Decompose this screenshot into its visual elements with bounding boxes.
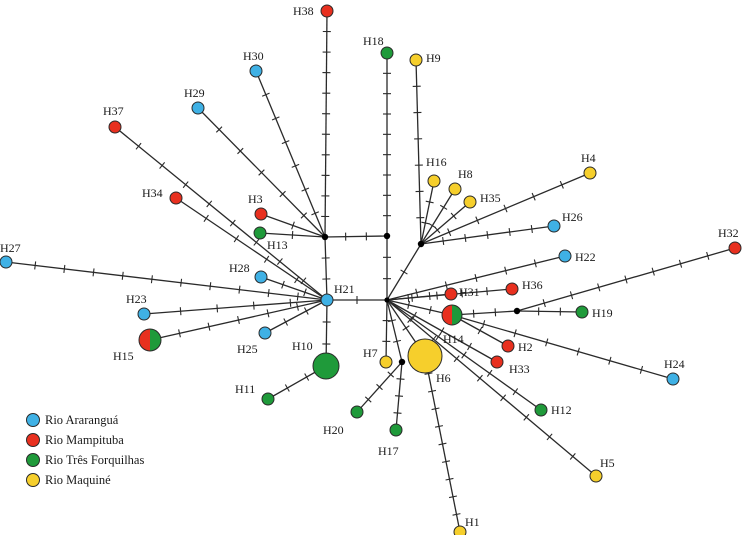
haplotype-circle: [380, 356, 392, 368]
haplotype-label-h21: H21: [334, 282, 355, 296]
mutation-tick: [151, 275, 152, 283]
legend-swatch-icon: [26, 433, 40, 447]
haplotype-label-h24: H24: [664, 357, 685, 371]
legend-item-araranguá: [26, 410, 144, 430]
mutation-tick: [513, 388, 518, 395]
mutation-tick: [428, 390, 436, 392]
mutation-tick: [442, 461, 450, 463]
mutation-tick: [93, 268, 94, 276]
haplotype-circle: [192, 102, 204, 114]
mutation-tick: [239, 286, 240, 294]
haplotype-label-h19: H19: [592, 306, 613, 320]
haplotype-circle: [559, 250, 571, 262]
mutation-tick: [509, 228, 510, 236]
legend-swatch-icon: [26, 413, 40, 427]
mutation-tick: [264, 256, 268, 263]
mutation-tick: [487, 370, 492, 377]
haplotype-label-h14: H14: [443, 332, 464, 346]
legend: [26, 410, 144, 490]
haplotype-label-h2: H2: [518, 340, 533, 354]
haplotype-circle: [506, 283, 518, 295]
haplotype-circle: [254, 227, 266, 239]
haplotype-label-h38: H38: [293, 4, 314, 18]
mutation-tick: [35, 261, 36, 269]
mutation-tick: [180, 307, 181, 315]
haplotype-node-h13: [254, 227, 266, 239]
mutation-tick: [181, 279, 182, 287]
haplotype-circle: [410, 54, 422, 66]
mutation-tick: [394, 413, 402, 414]
haplotype-circle: [464, 196, 476, 208]
mutation-tick: [395, 396, 403, 397]
haplotype-circle: [170, 192, 182, 204]
legend-item-tres-forquilhas: [26, 450, 144, 470]
mutation-tick: [487, 231, 488, 239]
haplotype-label-h33: H33: [509, 362, 530, 376]
haplotype-label-h5: H5: [600, 456, 615, 470]
haplotype-slice: [452, 305, 462, 325]
haplotype-node-h6: [408, 339, 442, 373]
edge-h21-h25: [265, 300, 327, 333]
haplotype-circle: [667, 373, 679, 385]
mutation-tick: [253, 302, 254, 310]
haplotype-circle: [590, 470, 602, 482]
haplotype-node-h11: [262, 393, 274, 405]
haplotype-label-h25: H25: [237, 342, 258, 356]
haplotype-node-h26: [548, 220, 560, 232]
haplotype-label-h23: H23: [126, 292, 147, 306]
haplotype-circle: [255, 271, 267, 283]
haplotype-circle: [138, 308, 150, 320]
haplotype-label-h28: H28: [229, 261, 250, 275]
haplotype-slice: [442, 305, 452, 325]
haplotype-node-h29: [192, 102, 204, 114]
mutation-tick: [403, 326, 410, 330]
haplotype-label-h1: H1: [465, 515, 480, 529]
haplotype-label-h27: H27: [0, 241, 21, 255]
haplotype-node-h23: [138, 308, 150, 320]
haplotype-node-h34: [170, 192, 182, 204]
mutation-tick: [435, 426, 443, 428]
haplotype-node-h21: [321, 294, 333, 306]
mutation-tick: [234, 235, 238, 242]
haplotype-label-h18: H18: [363, 34, 384, 48]
haplotype-circle: [445, 288, 457, 300]
mutation-tick: [210, 282, 211, 290]
haplotype-node-h4: [584, 167, 596, 179]
mutation-tick: [487, 287, 488, 295]
haplotype-circle: [408, 339, 442, 373]
haplotype-label-h32: H32: [718, 226, 739, 240]
haplotype-node-h36: [506, 283, 518, 295]
mutation-tick: [443, 237, 444, 245]
haplotype-circle: [390, 424, 402, 436]
mutation-tick: [531, 225, 532, 233]
mutation-tick: [439, 443, 447, 445]
edge-h21-mv1: [325, 237, 327, 300]
mutation-tick: [449, 496, 457, 498]
legend-label: Rio Três Forquilhas: [45, 452, 145, 467]
haplotype-label-h37: H37: [103, 104, 124, 118]
haplotype-label-h29: H29: [184, 86, 205, 100]
haplotype-node-h8: [449, 183, 461, 195]
mutation-tick: [478, 327, 482, 334]
haplotype-circle: [428, 175, 440, 187]
haplotype-node-h38: [321, 5, 333, 17]
haplotype-circle: [576, 306, 588, 318]
haplotype-node-h12: [535, 404, 547, 416]
mutation-tick: [401, 270, 408, 274]
mutation-tick: [217, 304, 218, 312]
median-vector-node: [399, 359, 405, 365]
mutation-tick: [285, 385, 289, 392]
median-vector-node: [418, 241, 424, 247]
legend-item-maquine: [26, 470, 144, 490]
haplotype-label-h6: H6: [436, 371, 451, 385]
haplotype-node-h7: [380, 356, 392, 368]
haplotype-label-h11: H11: [235, 382, 256, 396]
median-vector-node: [322, 234, 328, 240]
mutation-tick: [453, 514, 461, 516]
haplotype-slice: [139, 329, 150, 351]
haplotype-circle: [729, 242, 741, 254]
haplotype-node-h37: [109, 121, 121, 133]
edge-mv1-h38: [325, 11, 327, 237]
mutation-tick: [305, 374, 309, 381]
haplotype-circle: [491, 356, 503, 368]
haplotype-node-h9: [410, 54, 422, 66]
mutation-tick: [440, 205, 447, 209]
mutation-tick: [465, 234, 466, 242]
haplotype-label-h4: H4: [581, 151, 596, 165]
haplotype-circle: [321, 294, 333, 306]
edge-h21-h23: [144, 300, 327, 314]
edge-mv1-mv2: [325, 236, 387, 237]
haplotype-label-h9: H9: [426, 51, 441, 65]
haplotype-circle: [535, 404, 547, 416]
legend-label: Rio Maquiné: [45, 472, 111, 487]
haplotype-circle: [250, 65, 262, 77]
mutation-tick: [268, 289, 269, 297]
haplotype-node-h27: [0, 256, 12, 268]
edge-mv4-h19: [517, 311, 582, 312]
haplotype-label-h16: H16: [426, 155, 447, 169]
haplotype-node-h2: [502, 340, 514, 352]
haplotype-node-h24: [667, 373, 679, 385]
mutation-tick: [204, 215, 208, 222]
haplotype-node-h17: [390, 424, 402, 436]
legend-swatch-icon: [26, 473, 40, 487]
mutation-tick: [462, 352, 467, 359]
haplotype-circle: [262, 393, 274, 405]
haplotype-node-h15: [139, 329, 161, 351]
haplotype-circle: [502, 340, 514, 352]
haplotype-node-h5: [590, 470, 602, 482]
haplotype-node-h28: [255, 271, 267, 283]
legend-label: Rio Araranguá: [45, 412, 119, 427]
edge-h21-h37: [115, 127, 327, 300]
haplotype-label-h36: H36: [522, 278, 543, 292]
haplotype-label-h35: H35: [480, 191, 501, 205]
haplotype-node-h30: [250, 65, 262, 77]
haplotype-label-h20: H20: [323, 423, 344, 437]
haplotype-label-h26: H26: [562, 210, 583, 224]
haplotype-label-h15: H15: [113, 349, 134, 363]
haplotype-label-h7: H7: [363, 346, 378, 360]
mutation-tick: [468, 343, 472, 350]
median-vector-node: [384, 297, 389, 302]
mutation-tick: [122, 272, 123, 280]
edge-c-h7: [386, 300, 387, 362]
haplotype-label-h17: H17: [378, 444, 399, 458]
haplotype-label-h13: H13: [267, 238, 288, 252]
mutation-tick: [437, 292, 438, 300]
haplotype-node-h14: [442, 305, 462, 325]
haplotype-circle: [449, 183, 461, 195]
haplotype-node-h31: [445, 288, 457, 300]
legend-label: Rio Mampituba: [45, 432, 124, 447]
haplotype-node-h3: [255, 208, 267, 220]
haplotype-circle: [109, 121, 121, 133]
mutation-tick: [64, 265, 65, 273]
haplotype-node-h22: [559, 250, 571, 262]
haplotype-node-h25: [259, 327, 271, 339]
mutation-tick: [297, 293, 298, 301]
haplotype-circle: [381, 47, 393, 59]
mutation-tick: [412, 294, 413, 302]
mutation-tick: [397, 379, 405, 380]
mutation-tick: [436, 333, 441, 340]
haplotype-node-h35: [464, 196, 476, 208]
haplotype-circle: [321, 5, 333, 17]
haplotype-circle: [548, 220, 560, 232]
haplotype-circle: [351, 406, 363, 418]
haplotype-node-h32: [729, 242, 741, 254]
haplotype-label-h10: H10: [292, 339, 313, 353]
haplotype-circle: [313, 353, 339, 379]
legend-item-mampituba: [26, 430, 144, 450]
haplotype-node-h10: [313, 353, 339, 379]
haplotype-slice: [150, 329, 161, 351]
mutation-tick: [290, 299, 291, 307]
haplotype-node-h16: [428, 175, 440, 187]
haplotype-label-h12: H12: [551, 403, 572, 417]
edge-mv3-h9: [416, 60, 421, 244]
haplotype-node-h33: [491, 356, 503, 368]
haplotype-circle: [584, 167, 596, 179]
haplotype-node-h18: [381, 47, 393, 59]
haplotype-circle: [255, 208, 267, 220]
legend-swatch-icon: [26, 453, 40, 467]
haplotype-circle: [259, 327, 271, 339]
mutation-tick: [446, 478, 454, 480]
median-vector-node: [514, 308, 520, 314]
median-vector-node: [384, 233, 390, 239]
haplotype-circle: [0, 256, 12, 268]
haplotype-label-h30: H30: [243, 49, 264, 63]
haplotype-node-h19: [576, 306, 588, 318]
haplotype-label-h3: H3: [248, 192, 263, 206]
mutation-tick: [432, 408, 440, 410]
haplotype-label-h34: H34: [142, 186, 163, 200]
haplotype-label-h31: H31: [459, 285, 480, 299]
haplotype-node-h20: [351, 406, 363, 418]
haplotype-label-h22: H22: [575, 250, 596, 264]
haplotype-label-h8: H8: [458, 167, 473, 181]
mutation-tick: [295, 276, 299, 283]
